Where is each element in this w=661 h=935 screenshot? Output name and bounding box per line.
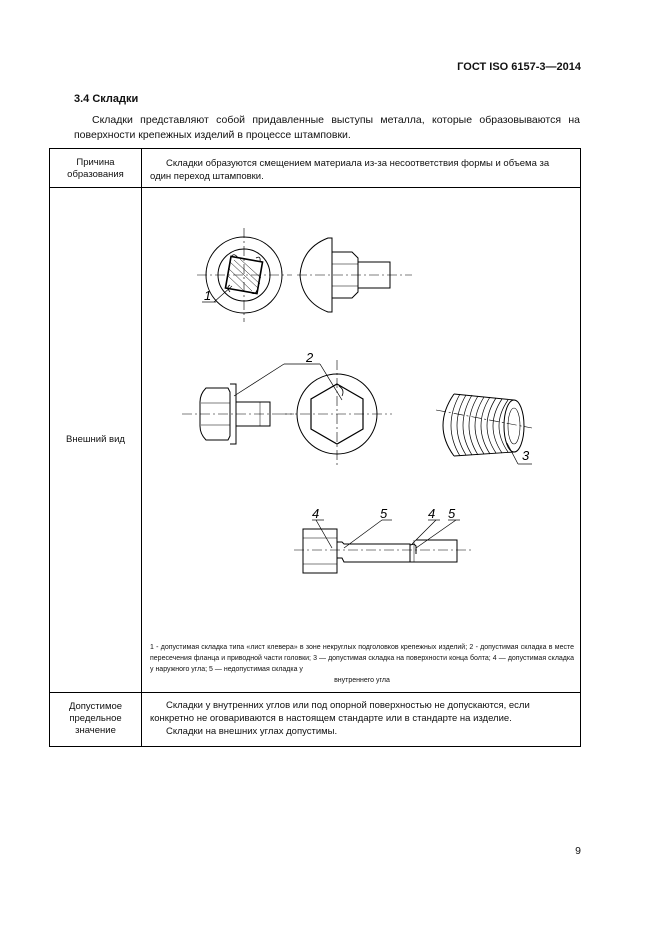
square-neck-side-view (297, 238, 412, 312)
limit-text-2: Складки на внешних углах допустимы. (166, 726, 338, 737)
appearance-label: Внешний вид (50, 188, 142, 693)
square-neck-end-view (197, 228, 292, 322)
appearance-cell (142, 188, 581, 693)
thread-end-view (436, 394, 532, 464)
callout-2-leaders (234, 364, 342, 400)
figure-legend (142, 642, 580, 692)
callout-5a: 5 (380, 506, 388, 521)
fold-drawings (142, 188, 580, 642)
legend-text: 1 - допустимая складка типа «лист клевера» в зоне некруглых подголовков крепежных изделий; 2 - допустимая складка в месте пересечения фланца и приводной части головки; 3 — допустимая складка на поверхности конца болта; 4 — допустимая складка у наружного угла; 5 — недопустимая складка у (150, 644, 574, 673)
legend-tail: внутреннего угла (334, 677, 390, 684)
section-title: 3.4 Складки (74, 93, 139, 105)
document-code: ГОСТ ISO 6157-3—2014 (457, 61, 581, 73)
limit-text-cell (142, 693, 581, 747)
technical-drawing (142, 188, 580, 642)
table-row-cause (50, 149, 581, 188)
cause-text: Складки образуются смещением материала из-за несоответствия формы и объема за один переход штамповки. (142, 149, 581, 188)
callout-1: 1 (204, 288, 212, 303)
callout-2: 2 (306, 350, 314, 365)
table-row-limit (50, 693, 581, 747)
page-number: 9 (575, 845, 581, 857)
intro-paragraph: Складки представляют собой придавленные выступы металла, которые образовываются на поверхности крепежных изделий в процессе штамповки. (74, 114, 580, 141)
flange-bolt-end-view (282, 360, 392, 468)
table-row-appearance (50, 188, 581, 693)
bolt-fold-view (294, 520, 472, 573)
cause-label: Причина образования (67, 157, 124, 180)
limit-text-1: Складки у внутренних углов или под опорной поверхностью не допускаются, если конкретно не оговариваются в настоящем стандарте или в стандарте на изделие. (150, 700, 530, 724)
callout-4b: 4 (428, 506, 436, 521)
limit-label: Допустимое предельное значение (68, 701, 123, 736)
flange-bolt-side-view (182, 384, 294, 444)
cause-label-cell (50, 149, 142, 188)
limit-label-cell (50, 693, 142, 747)
callout-3: 3 (522, 448, 530, 463)
callout-4a: 4 (312, 506, 320, 521)
callout-5b: 5 (448, 506, 456, 521)
defect-table (49, 148, 581, 747)
